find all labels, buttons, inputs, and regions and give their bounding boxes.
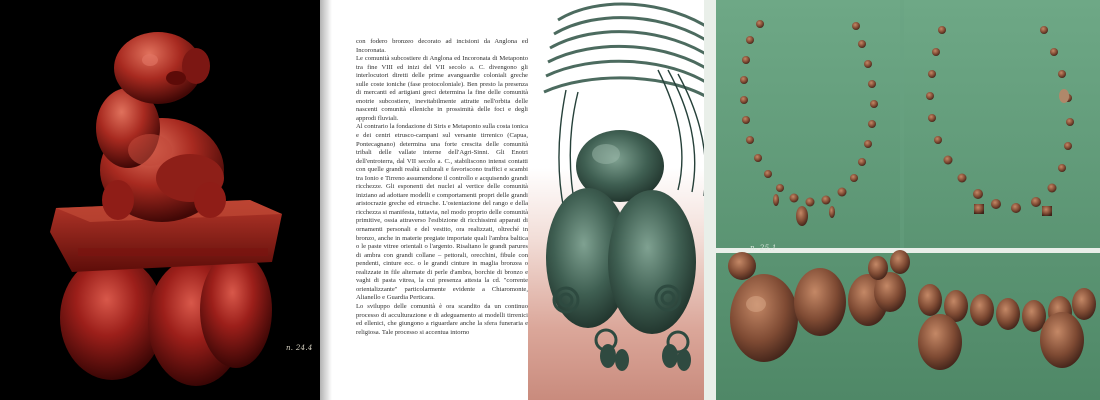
bronze-ornament-photo xyxy=(528,0,712,400)
bronze-helmet-image xyxy=(528,0,712,400)
figurine-caption: n. 24.4 xyxy=(286,344,313,352)
figurine-photo-page xyxy=(0,0,320,400)
text-column xyxy=(356,38,528,388)
necklace-caption: n. 25.1 xyxy=(750,244,777,252)
page-gutter-shadow xyxy=(318,0,332,400)
text-paragraph: con fodero bronzeo decorato ad incisioni da Anglona ed Incoronata. xyxy=(356,38,528,54)
text-paragraph: Lo sviluppo delle comunità è ora scandito da un continuo processo di acculturazione e di adeguamento ai modelli tirrenici ed ellenici, che giungono a riguardare anche la sfera funeraria e religiosa. Tale processo si accentua intorno xyxy=(356,302,528,336)
amber-necklaces-image xyxy=(704,0,1100,400)
amber-figurine-image xyxy=(0,0,320,400)
necklace-photo-page xyxy=(704,0,1100,400)
text-paragraph: Le comunità subcostiere di Anglona ed Incoronata di Metaponto tra fine VIII ed inizi del VII secolo a. C. divengono gli interlocutori diretti delle prime avanguardie coloniali greche sulle coste ioniche (fase protocoloniale). Ben presto la presenza di mercanti ed artigiani greci determina la fine delle comunità enotrie subcostiere, inevitabilmente attratte nell'orbita delle nascenti comunità elleniche in prossimità delle foci e degli approdi fluviali. xyxy=(356,55,528,122)
text-paragraph: Al contrario la fondazione di Siris e Metaponto sulla costa ionica e dei centri etrusco-campani sul versante tirrenico (Capua, Pontecagnano) determina una forte crescita delle comunità tribali delle vallate interne dell'Agri-Sinni. Gli Enotri dell'entroterra, dal VII secolo a. C., stabiliscono intensi contatti con quelle grandi realtà culturali e favoriscono traffici e scambi tra Ionio e Tirreno assumendone il controllo e acquisendo grandi ricchezze. Gli esponenti dei nuclei al vertice delle comunità iniziano ad adottare modelli e comportamenti propri delle grandi aristocrazie greche ed etrusche. L'ostentazione del rango e della ricchezza si manifesta, tuttavia, nel modo proprio delle comunità primitive, ossia attraverso l'esibizione di ricchissimi apparati di ornamenti personali e del vestito, ora realizzati, oltreché in bronzo, anche in materie pregiate importate quali l'ambra baltica o le paste vitree orientali o l'argento. Risaltano le grandi parures di ambra con grandi collane – pettorali, orecchini, fibule con pendenti, cinture ecc. o le grandi cinture in maglia bronzea o realizzate in file alternate di perle d'ambra, borchie di bronzo e vaghi di pasta vitrea, la cui presenza attesta la cd. "corrente orientalizzante" particolarmente evidente a Chiaromonte, Alianello e Guardia Perticara. xyxy=(356,123,528,302)
